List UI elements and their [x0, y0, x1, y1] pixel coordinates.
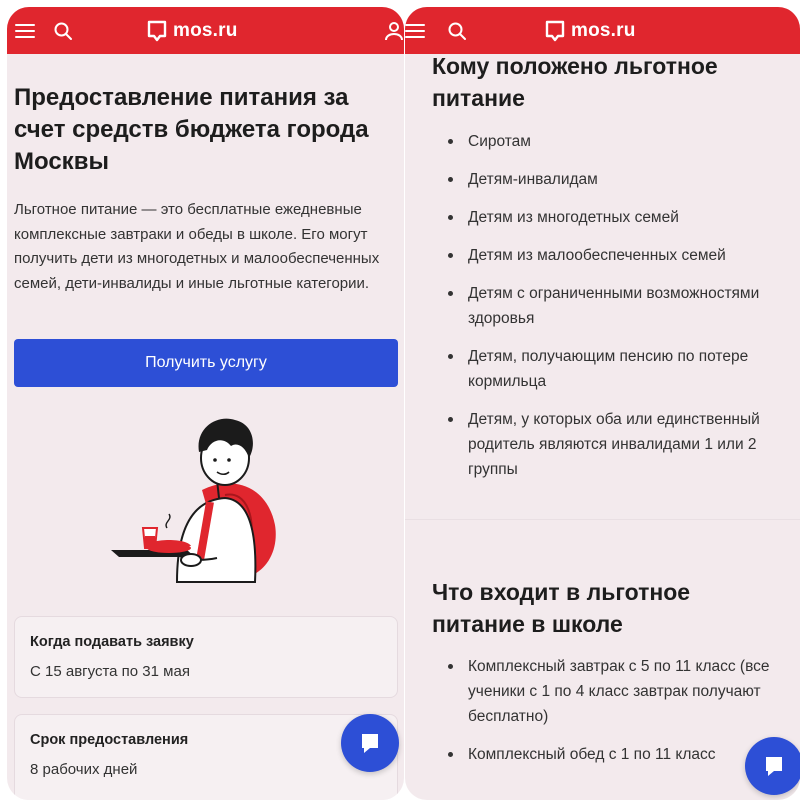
list-item: Комплексный обед с 1 по 11 класс	[432, 742, 777, 767]
brand-name: mos.ru	[173, 20, 238, 41]
brand-name: mos.ru	[571, 20, 636, 41]
eligibility-section-title: Кому положено льготное питание	[432, 53, 718, 111]
page-content	[405, 54, 800, 800]
list-item: Детям-инвалидам	[432, 167, 777, 192]
left-phone-screen	[7, 7, 404, 800]
user-icon[interactable]	[382, 19, 404, 43]
student-with-tray-illustration	[107, 410, 307, 590]
search-icon[interactable]	[445, 19, 469, 43]
card-label: Срок предоставления	[30, 732, 189, 748]
list-item: Комплексный завтрак с 5 по 11 класс (все ученики с 1 по 4 класс завтрак получают бесплатно)	[432, 654, 777, 729]
page-title: Предоставление питания за счет средств бюджета города Москвы	[14, 84, 369, 175]
card-label: Когда подавать заявку	[30, 634, 194, 650]
meal-contents-list	[432, 654, 777, 780]
card-value: С 15 августа по 31 мая	[30, 663, 190, 680]
chat-button[interactable]	[745, 737, 800, 795]
mos-logo-icon	[545, 20, 565, 42]
list-item: Детям, получающим пенсию по потере кормильца	[432, 344, 777, 394]
header-bar	[405, 7, 800, 54]
right-phone-screen	[405, 7, 800, 800]
intro-text: Льготное питание — это бесплатные ежедневные комплексные завтраки и обеды в школе. Его могут получить дети из многодетных и малообеспеченных семей, дети-инвалиды и иные льготные категории.	[14, 201, 380, 292]
menu-icon[interactable]	[13, 19, 37, 43]
meal-contents-section-title: Что входит в льготное питание в школе	[432, 579, 691, 637]
list-item: Детям, у которых оба или единственный родитель являются инвалидами 1 или 2 группы	[432, 407, 777, 482]
page-content	[7, 54, 404, 800]
mos-logo-icon	[147, 20, 167, 42]
search-icon[interactable]	[51, 19, 75, 43]
chat-button[interactable]	[341, 714, 399, 772]
card-value: 8 рабочих дней	[30, 761, 138, 778]
eligibility-list	[432, 129, 777, 495]
mos-ru-logo[interactable]	[545, 17, 636, 45]
chat-icon	[761, 753, 787, 779]
mos-ru-logo[interactable]	[147, 17, 238, 45]
menu-icon[interactable]	[405, 19, 427, 43]
list-item: Сиротам	[432, 129, 777, 154]
list-item: Детям с ограниченными возможностями здоровья	[432, 281, 777, 331]
list-item: Детям из малообеспеченных семей	[432, 243, 777, 268]
section-divider	[405, 519, 800, 520]
chat-icon	[357, 730, 383, 756]
application-period-card	[14, 616, 398, 698]
list-item: Детям из многодетных семей	[432, 205, 777, 230]
header-bar	[7, 7, 404, 54]
service-term-card	[14, 714, 398, 800]
get-service-button[interactable]: Получить услугу	[14, 339, 398, 387]
